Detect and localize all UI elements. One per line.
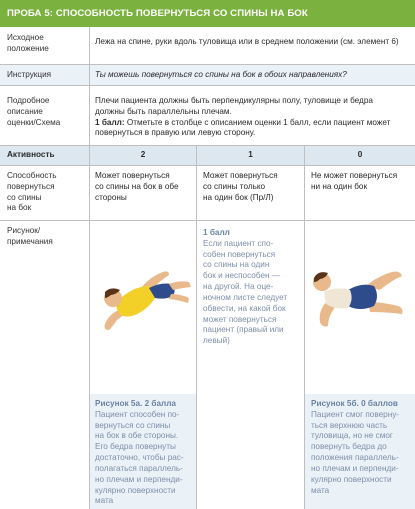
note-line: собен повернуться — [203, 249, 276, 259]
ability-score-0 — [311, 171, 414, 193]
caption-line: повернуть бедра до — [311, 442, 387, 452]
figure-label — [7, 226, 87, 248]
instruction-text: Ты можешь повернуться со спины на бок в обоих направлениях? — [95, 70, 347, 79]
note-line: Если пациент спо- — [203, 238, 274, 248]
detail-text — [95, 96, 413, 139]
caption-line: но плечам и перпенди- — [95, 474, 183, 484]
caption-line: кулярно поверхности — [311, 474, 392, 484]
caption-line: ться верхнюю часть — [311, 420, 388, 430]
figure-5a-caption — [95, 399, 192, 507]
ability-line: со спины только — [203, 181, 266, 191]
detail-line: должны быть параллельны плечам. — [95, 106, 232, 116]
note-line: бок и неспособен — — [203, 271, 280, 281]
ability-label — [7, 171, 87, 214]
label-line: оценки/Схема — [7, 117, 61, 127]
label-line: Способность — [7, 171, 57, 180]
score-1-header: 1 — [248, 150, 253, 159]
score-2-header: 2 — [140, 150, 146, 159]
note-line: на другой. На оце- — [203, 282, 274, 292]
ability-line: стороны — [95, 192, 127, 202]
detail-line: Плечи пациента должны быть перпендикулярны полу, туловище и бедра — [95, 96, 373, 105]
note-score-1 — [203, 228, 299, 347]
start-position-text: Лежа на спине, руки вдоль туловища или в среднем положении (см. элемент 6) — [95, 37, 399, 46]
caption-line: мата — [95, 496, 114, 506]
caption-line: но плечам и перпенди- — [311, 463, 399, 473]
label-line: положение — [7, 43, 49, 53]
label-line: Исходное — [7, 33, 44, 42]
note-line: левый) — [203, 336, 230, 346]
detail-label — [7, 96, 87, 128]
note-line: может повернуться — [203, 314, 277, 324]
note-line: пациент (правый или — [203, 325, 284, 335]
caption-line: туловища, но не смог — [311, 431, 393, 441]
figure-5b-title: Рисунок 5б. 0 баллов — [311, 399, 398, 408]
label-line: Подробное — [7, 96, 50, 105]
note-line: обвести, на какой бок — [203, 303, 286, 313]
ability-line: ни на один бок — [311, 181, 368, 191]
activity-label: Активность — [7, 150, 55, 159]
caption-line: Пациент смог поверну- — [311, 409, 400, 419]
ability-score-2 — [95, 171, 195, 203]
detail-line: повернуться в правую или левую сторону. — [95, 128, 256, 138]
test-title: ПРОБА 5: СПОСОБНОСТЬ ПОВЕРНУТЬСЯ СО СПИНЫ НА БОК — [0, 0, 415, 27]
score-0-header: 0 — [357, 150, 363, 159]
score-note-text: Отметьте в столбце с описанием оценки 1 балл, если пациент может — [124, 117, 391, 127]
label-line: повернуться — [7, 181, 55, 191]
score-note-bold: 1 балл: — [95, 117, 125, 127]
figure-5a-illustration — [95, 232, 193, 342]
note-line: ночном листе следует — [203, 292, 288, 302]
caption-line: достаточно, чтобы рас- — [95, 453, 184, 463]
ability-line: Не может повернуться — [311, 171, 398, 180]
figure-5b-caption — [311, 399, 411, 496]
caption-line: полагаться параллель- — [95, 463, 183, 473]
label-line: со спины — [7, 192, 42, 202]
ability-line: Может повернуться — [95, 171, 170, 180]
caption-line: Его бедра повернуты — [95, 442, 176, 452]
label-line: Рисунок/ — [7, 226, 41, 235]
instruction-label: Инструкция — [7, 70, 52, 79]
ability-line: на один бок (Пр/Л) — [203, 192, 274, 202]
label-line: на бок — [7, 203, 32, 213]
caption-line: кулярно поверхности — [95, 485, 176, 495]
label-line: примечания — [7, 236, 53, 246]
ability-line: со спины на бок в обе — [95, 181, 179, 191]
start-position-label — [7, 33, 87, 55]
note-title: 1 балл — [203, 228, 230, 237]
caption-line: Пациент способен по- — [95, 409, 180, 419]
figure-5a-title: Рисунок 5а. 2 балла — [95, 399, 176, 408]
caption-line: мата — [311, 485, 330, 495]
caption-line: на бок в обе стороны. — [95, 431, 179, 441]
score-note — [95, 118, 413, 129]
note-line: со спины на один — [203, 260, 270, 270]
figure-5b-illustration — [308, 256, 412, 344]
label-line: описание — [7, 106, 43, 116]
caption-line: положения параллель- — [311, 453, 399, 463]
ability-score-1 — [203, 171, 303, 203]
ability-line: Может повернуться — [203, 171, 278, 180]
caption-line: вернуться со спины — [95, 420, 171, 430]
